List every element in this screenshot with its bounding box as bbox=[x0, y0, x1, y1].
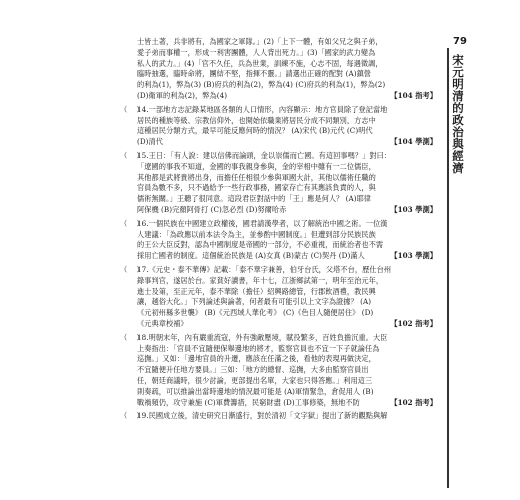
question-text-line: 士皆土著，兵非將有，為國家之軍隊。」(2)「上下一體，有如父兄之與子弟， bbox=[137, 37, 383, 46]
question-text-line: 進士及第，至正元年，泰不華除（擔任）紹興路總管，行郡飲酒禮，教民興 bbox=[137, 286, 376, 296]
answer-bracket: （ ） bbox=[120, 104, 144, 114]
question-block bbox=[120, 150, 437, 216]
answer-bracket: （ ） bbox=[120, 218, 144, 228]
question-text-line: 官員為數不多，只不過給予一些行政事務，國家存亡有其應該負責的人，與 bbox=[137, 183, 376, 193]
question-text-line: 私人的武力。」(4)「官不久任，兵為世業，訓練不施，心志不固，每遇徵調， bbox=[137, 58, 383, 68]
question-text-line: (D)清代 【104 學測】 bbox=[137, 137, 437, 147]
question-list bbox=[120, 37, 437, 422]
answer-bracket: （ ） bbox=[120, 411, 144, 421]
question-text-line: 15.王日：「有人說：建以信佛而論頭，金以崇儒而亡國。有這回事嗎？」對曰： bbox=[137, 150, 392, 160]
question-text-line: 錄事判官，遂居於台。家貧好讀書，年十七，江浙鄉試第一，明年至治元年， bbox=[137, 275, 384, 285]
question-text-line: 人建議：「為政應以前本法令為主，並參酌中國制度。」但遭到部分民族民族 bbox=[137, 229, 376, 239]
exam-source-tag: 【103 學測】 bbox=[390, 204, 437, 214]
question-text-line: 《元典章校補》 【102 指考】 bbox=[137, 318, 437, 328]
question-text-line: 上奏指出：「官員不宜隨便保舉邊地的將才，監察官員也不宜一下子就論任為 bbox=[137, 343, 380, 353]
exam-source-tag: 【104 學測】 bbox=[390, 137, 437, 147]
question-text-line: 臨時抽選，臨時命將，團結不堅，指揮不靈。」請選出正確的配對 (A)鎮營 bbox=[137, 69, 372, 79]
question-text-line: 愛子弟而事權一，形成一利害團體，人人背出死力。」(3)「國家的武力變為 bbox=[137, 47, 376, 57]
chapter-title: 宋元明清的政治與經濟 bbox=[451, 54, 465, 174]
margin-rule bbox=[447, 48, 449, 488]
question-text-line: 居民的種族等級、宗教信仰外，也開始依職業將居民分成不同類別，方志中 bbox=[137, 115, 376, 125]
question-text-line: 「遼國的事我不知道，金國的事我親身參與，金的宰相中雖有一二位儒臣， bbox=[137, 161, 376, 171]
question-text-line: 任，朝廷商議時，很少討論，更部提出名單，大家也只得答應。」利用這三 bbox=[137, 375, 373, 385]
question-text-line: 其他都是武將貴將出身，而擔任任相很少參與軍國大計，其他以儒術任職的 bbox=[137, 172, 376, 182]
question-block bbox=[120, 218, 437, 262]
question-text-line: 儒術無關。」王聽了很同意。這段君臣對話中的「王」應是何人？ (A)耶律 bbox=[137, 194, 372, 204]
question-block bbox=[120, 104, 437, 148]
question-block bbox=[137, 37, 437, 102]
exam-source-tag: 【102 指考】 bbox=[390, 318, 437, 328]
question-block bbox=[120, 411, 437, 422]
answer-bracket: （ ） bbox=[120, 332, 144, 342]
exam-source-tag: 【104 指考】 bbox=[390, 90, 437, 100]
question-text-line: 14.一部地方志記錄某地區各類的人口情形，內容顯示：地方官員除了登記當地 bbox=[137, 104, 388, 114]
question-text-line: 16.一個民族在中國建立政權後，國君請漢學者，以了解統治中國之術。一位漢 bbox=[137, 218, 388, 228]
question-text-line: 巡撫。」又如：「邊地官員的升遷，應該在任滿之後，看他的表現再做決定， bbox=[137, 354, 376, 364]
question-text-line: 戰禍頻仍，攻守兼施 (C)軍費籌措，民窮財盡 (D)工事修築，無地不防 【102 指考】 bbox=[137, 397, 437, 407]
answer-bracket: （ ） bbox=[120, 264, 144, 274]
question-text-line: 採用亡國者的制度。這個統治民族是 (A)女真 (B)蒙古 (C)契丹 (D)滿人 【103 學測】 bbox=[137, 251, 437, 261]
question-text-line: 《元初州縣多世襲》 (B)《元西域人華化考》 (C)《色目人隨便居住》 (D) bbox=[137, 308, 374, 318]
question-text-line: 17.《元史・泰不華傳》記載：「泰不華字兼善，伯牙台氏，父塔不台，歷仕台州 bbox=[137, 264, 392, 274]
question-text-line: (D)衛軍的利為(2)，弊為(4) 【104 指考】 bbox=[137, 90, 437, 100]
question-block bbox=[120, 264, 437, 330]
question-text-line: 阿保機 (B)完顏阿骨打 (C)忽必烈 (D)努爾哈赤 【103 學測】 bbox=[137, 204, 437, 214]
question-text-line: 則奏疏，可以推論出當時邊地的情況最可能是 (A)軍情緊急，倉促用人 (B) bbox=[137, 386, 374, 396]
question-block bbox=[120, 332, 437, 409]
question-text-line: 的利為(1)，弊為(3) (B)府兵的利為(2)，弊為(4) (C)府兵的利為(1)，弊為(2) bbox=[137, 80, 386, 90]
question-text-line: 的王公大臣反對，認為中國制度是帝國的一部分，不必重視，而統治者也不需 bbox=[137, 240, 384, 250]
question-text-line: 18.明朝末年，內有嚴重流寇，外有強敵壓境，賦役繁多，百姓負擔沉重。大臣 bbox=[137, 332, 388, 342]
answer-bracket: （ ） bbox=[120, 150, 144, 160]
question-text-line: 這種居民分類方式，最早可能反應何時的情況？ (A)宋代 (B)元代 (C)明代 bbox=[137, 126, 373, 136]
exam-source-tag: 【103 學測】 bbox=[390, 251, 437, 261]
question-text-line: 不宜隨便升任地方要員。」三如：「地方的總督、巡撫，大多由監察官員出 bbox=[137, 365, 369, 375]
page-number: 79 bbox=[453, 36, 467, 47]
exam-source-tag: 【102 指考】 bbox=[390, 397, 437, 407]
question-text-line: 19.民國成立後，清史研究日漸盛行，對於清初「文字獄」提出了新的觀點與解 bbox=[137, 411, 388, 421]
question-text-line: 讓，越俗大化。」下列論述與論著，何者最有可能引以上文字為證據？ (A) bbox=[137, 297, 372, 307]
